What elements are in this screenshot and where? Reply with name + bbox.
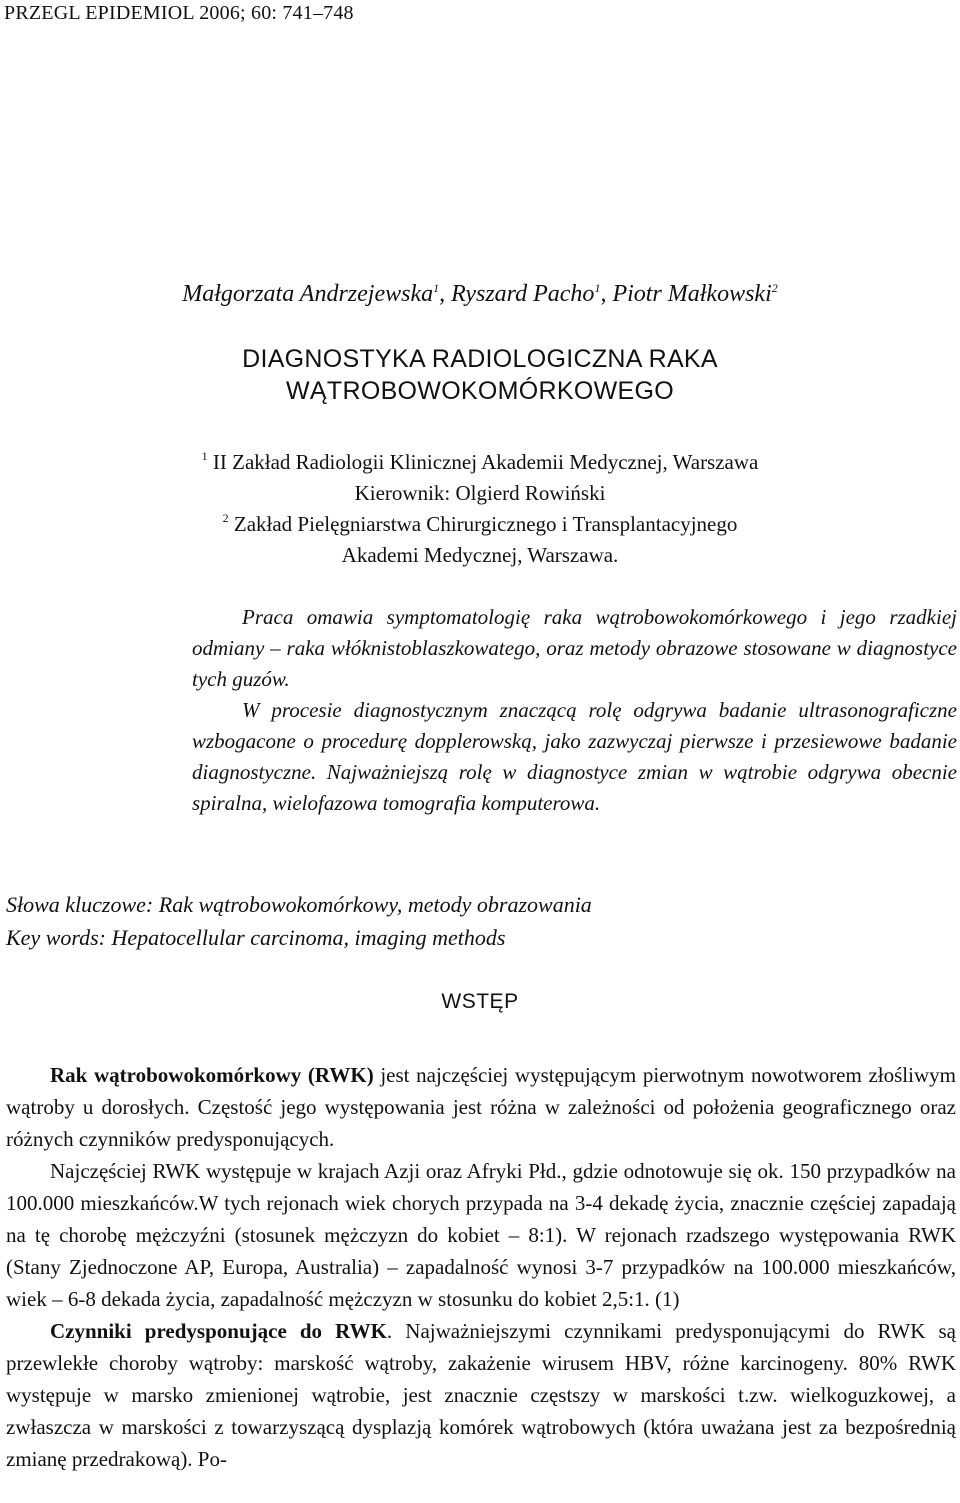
author-name: Piotr Małkowski — [612, 281, 772, 307]
keywords — [6, 888, 956, 954]
title-line: DIAGNOSTYKA RADIOLOGICZNA RAKA — [242, 345, 718, 373]
affiliation-marker: 1 — [433, 281, 440, 295]
affiliation-1: $^1$ II Zakład Radiologii Klinicznej Akademii Medycznej, Warszawa — [201, 449, 759, 474]
affiliation-marker: 2 — [222, 511, 229, 525]
body-paragraph: Czynniki predysponujące do RWK. Najważniejszymi czynnikami predysponującymi do RWK są przewlekłe choroby wątroby: marskość wątroby, zakażenie wirusem HBV, różne karcinogeny. 80% RWK występuje w marsko zmienionej wątrobie, jest znacznie częstszy w marskości t.zw. wielkoguzkowej, a zwłaszcza w marskości z towarzyszącą dysplazją komórek wątrobowych (która uważana jest za bezpośrednią zmianę przedrakową). Po- — [6, 1319, 956, 1471]
section-heading: WSTĘP — [441, 990, 519, 1013]
title-line: WĄTROBOWOKOMÓRKOWEGO — [286, 377, 674, 405]
body-paragraph: Rak wątrobowokomórkowy (RWK) jest najczęściej występującym pierwotnym nowotworem złośliwym wątroby u dorosłych. Częstość jego występowania jest różna w zależności od położenia geograficznego oraz różnych czynników predysponujących. — [6, 1063, 956, 1151]
author-list — [0, 281, 960, 308]
affiliations — [0, 447, 960, 571]
affiliation-marker: 1 — [201, 449, 208, 463]
affiliation-marker: 2 — [771, 281, 778, 295]
affiliation-marker: 1 — [594, 281, 601, 295]
abstract-paragraph: W procesie diagnostycznym znaczącą rolę odgrywa badanie ultrasonograficzne wzbogacone o procedurę dopplerowską, jako zazwyczaj pierwsze i przesiewowe badanie diagnostyczne. Najważniejszą rolę w diagnostyce zmian w wątrobie odgrywa obecnie spiralna, wielofazowa tomografia komputerowa. — [192, 698, 957, 815]
paper-title — [0, 343, 960, 407]
abstract — [192, 602, 957, 819]
abstract-paragraph: Praca omawia symptomatologię raka wątrobowokomórkowego i jego rzadkiej odmiany – raka włóknistoblaszkowatego, oraz metody obrazowe stosowane w diagnostyce tych guzów. — [192, 605, 957, 691]
author-separator: , — [600, 281, 613, 307]
affiliation-2-continued: Akademi Medycznej, Warszawa. — [341, 543, 619, 567]
author-separator: , — [439, 281, 452, 307]
author-name: Ryszard Pacho — [451, 281, 595, 307]
journal-header: PRZEGL EPIDEMIOL 2006; 60: 741–748 — [4, 2, 354, 24]
bold-term: Czynniki predysponujące do RWK — [50, 1319, 387, 1343]
department-head: Kierownik: Olgierd Rowiński — [354, 481, 606, 505]
bold-term: Rak wątrobowokomórkowy (RWK) — [50, 1063, 374, 1087]
author-name: Małgorzata Andrzejewska — [182, 281, 434, 307]
body-paragraph: Najczęściej RWK występuje w krajach Azji oraz Afryki Płd., gdzie odnotowuje się ok. 150 przypadków na 100.000 mieszkańców.W tych rejonach wiek chorych przypada na 3-4 dekadę życia, znacznie częściej zapadają na tę chorobę mężczyźni (stosunek mężczyzn do kobiet – 8:1). W rejonach rzadszego występowania RWK (Stany Zjednoczone AP, Europa, Australia) – zapadalność wynosi 3-7 przypadków na 100.000 mieszkańców, wiek – 6-8 dekada życia, zapadalność mężczyzn w stosunku do kobiet 2,5:1. (1) — [6, 1159, 956, 1311]
affiliation-2: $^2$ Zakład Pielęgniarstwa Chirurgicznego i Transplantacyjnego — [222, 511, 738, 536]
keywords-polish: Słowa kluczowe: Rak wątrobowokomórkowy, metody obrazowania — [6, 892, 592, 917]
body-text — [6, 1059, 956, 1475]
keywords-english: Key words: Hepatocellular carcinoma, imaging methods — [6, 925, 506, 950]
